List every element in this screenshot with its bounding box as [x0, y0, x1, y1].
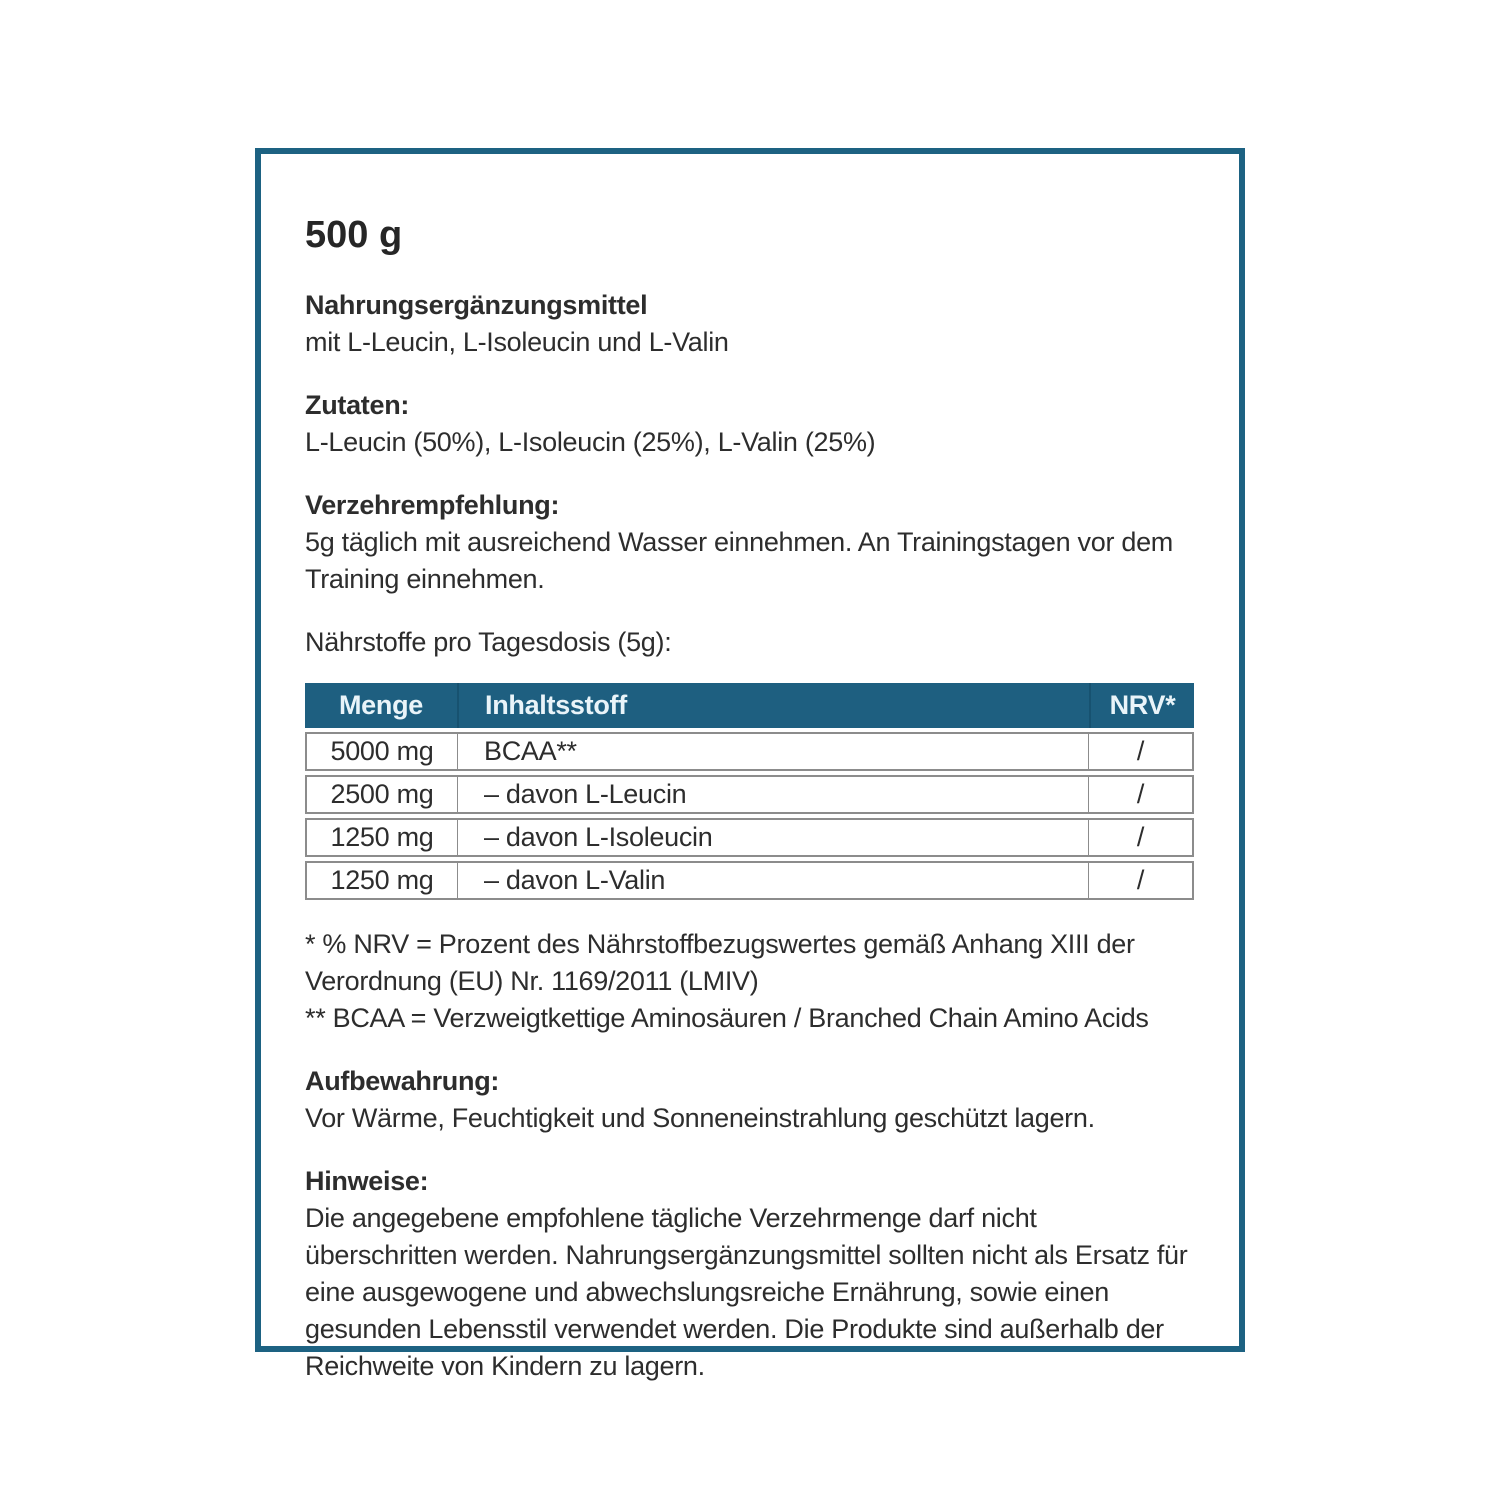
cell-inhaltsstoff: BCAA** [457, 732, 1089, 771]
footnote-nrv: * % NRV = Prozent des Nährstoffbezugswertes gemäß Anhang XIII der Verordnung (EU) Nr. 1169/2011 (LMIV) [305, 929, 1135, 996]
notes-section [305, 1163, 1195, 1385]
storage-section [305, 1063, 1195, 1137]
net-weight: 500 g [305, 214, 403, 256]
cell-nrv: / [1089, 732, 1194, 771]
storage-heading: Aufbewahrung: [305, 1066, 500, 1096]
table-header-row [305, 683, 1194, 728]
cell-inhaltsstoff: – davon L-Valin [457, 861, 1089, 900]
product-section [305, 287, 1195, 361]
table-header-inhaltsstoff: Inhaltsstoff [457, 683, 1089, 728]
label-frame [255, 148, 1245, 1381]
ingredients-text: L-Leucin (50%), L-Isoleucin (25%), L-Valin (25%) [305, 427, 876, 457]
footnotes-section [305, 926, 1195, 1037]
table-header-nrv: NRV* [1089, 683, 1194, 728]
dosage-heading: Verzehrempfehlung: [305, 490, 560, 520]
cell-menge: 1250 mg [305, 861, 457, 900]
nutrients-caption-text: Nährstoffe pro Tagesdosis (5g): [305, 627, 672, 657]
cell-nrv: / [1089, 861, 1194, 900]
table-row [305, 861, 1194, 900]
cell-nrv: / [1089, 775, 1194, 814]
notes-heading: Hinweise: [305, 1166, 429, 1196]
table-header-menge: Menge [305, 683, 457, 728]
cell-inhaltsstoff: – davon L-Leucin [457, 775, 1089, 814]
dosage-text: 5g täglich mit ausreichend Wasser einnehmen. An Trainingstagen vor dem Training einnehmen. [305, 527, 1173, 594]
nutrients-table [305, 679, 1194, 904]
ingredients-heading: Zutaten: [305, 390, 410, 420]
storage-text: Vor Wärme, Feuchtigkeit und Sonneneinstrahlung geschützt lagern. [305, 1103, 1095, 1133]
cell-nrv: / [1089, 818, 1194, 857]
product-subtitle: mit L-Leucin, L-Isoleucin und L-Valin [305, 327, 729, 357]
table-row [305, 818, 1194, 857]
nutrients-caption [305, 624, 1195, 661]
ingredients-section [305, 387, 1195, 461]
dosage-section [305, 487, 1195, 598]
footnote-bcaa: ** BCAA = Verzweigtkettige Aminosäuren / Branched Chain Amino Acids [305, 1003, 1149, 1033]
table-row [305, 775, 1194, 814]
cell-menge: 5000 mg [305, 732, 457, 771]
table-row [305, 732, 1194, 771]
notes-text: Die angegebene empfohlene tägliche Verzehrmenge darf nicht überschritten werden. Nahrungsergänzungsmittel sollten nicht als Ersatz für eine ausgewogene und abwechslungsreiche Ernährung, sowie einen gesunden Lebensstil verwendet werden. Die Produkte sind außerhalb der Reichweite von Kindern zu lagern. [305, 1203, 1188, 1381]
cell-menge: 2500 mg [305, 775, 457, 814]
cell-menge: 1250 mg [305, 818, 457, 857]
product-type: Nahrungsergänzungsmittel [305, 290, 648, 320]
cell-inhaltsstoff: – davon L-Isoleucin [457, 818, 1089, 857]
